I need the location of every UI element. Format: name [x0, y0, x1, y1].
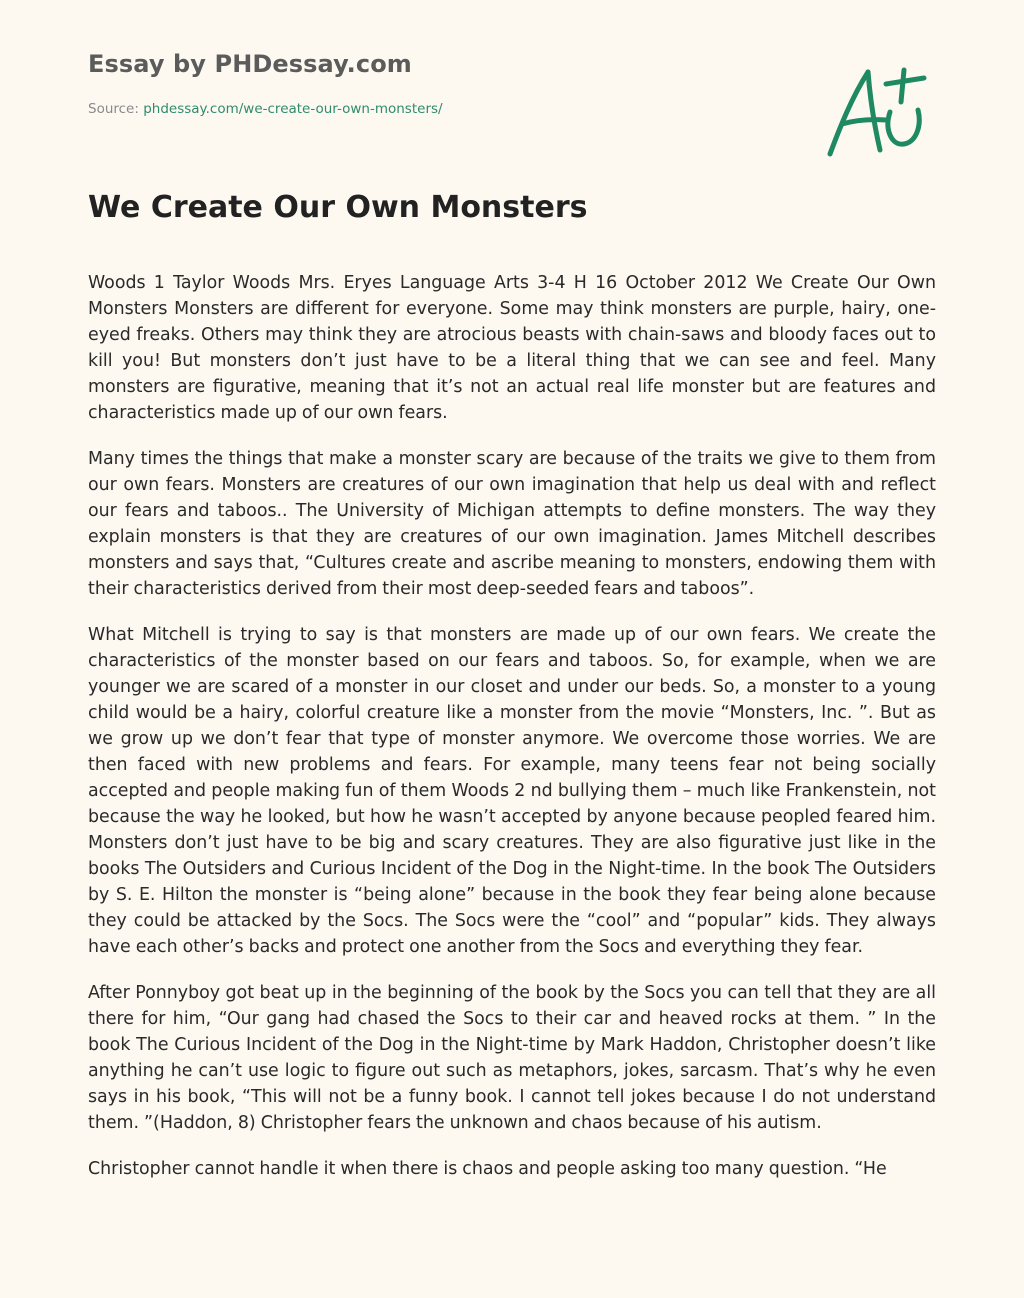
essay-paragraph: Woods 1 Taylor Woods Mrs. Eryes Language Arts 3-4 H 16 October 2012 We Create Our Own Monsters Monsters are different for everyone. Some may think monsters are purple, hairy, one-eyed freaks. Others may think they are atrocious beasts with chain-saws and bloody faces out to kill you! But monsters don’t just have to be a literal thing that we can see and feel. Many monsters are figurative, meaning that it’s not an actual real life monster but are features and characteristics made up of our own fears.: [88, 273, 936, 423]
essay-paragraph: Christopher cannot handle it when there is chaos and people asking too many question. “He: [88, 1159, 887, 1179]
essay-paragraph: After Ponnyboy got beat up in the beginning of the book by the Socs you can tell that they are all there for him, “Our gang had chased the Socs to their car and heaved rocks at them. ” In the book The Curious Incident of the Dog in the Night-time by Mark Haddon, Christopher doesn’t like anything he can’t use logic to figure out such as metaphors, jokes, sarcasm. That’s why he even says in his book, “This will not be a funny book. I cannot tell jokes because I do not understand them. ”(Haddon, 8) Christopher fears the unknown and chaos because of his autism.: [88, 983, 936, 1133]
essay-title: We Create Our Own Monsters: [88, 190, 588, 225]
essay-body: [88, 270, 936, 1202]
a-plus-logo-icon: [820, 62, 930, 162]
essay-paragraph: What Mitchell is trying to say is that monsters are made up of our own fears. We create the characteristics of the monster based on our fears and taboos. So, for example, when we are younger we are scared of a monster in our closet and under our beds. So, a monster to a young child would be a hairy, colorful creature like a monster from the movie “Monsters, Inc. ”. But as we grow up we don’t fear that type of monster anymore. We overcome those worries. We are then faced with new problems and fears. For example, many teens fear not being socially accepted and people making fun of them Woods 2 nd bullying them – much like Frankenstein, not because the way he looked, but how he wasn’t accepted by anyone because peopled feared him. Monsters don’t just have to be big and scary creatures. They are also figurative just like in the books The Outsiders and Curious Incident of the Dog in the Night-time. In the book The Outsiders by S. E. Hilton the monster is “being alone” because in the book they fear being alone because they could be attacked by the Socs. The Socs were the “cool” and “popular” kids. They always have each other’s backs and protect one another from the Socs and everything they fear.: [88, 625, 936, 957]
essay-paragraph: Many times the things that make a monster scary are because of the traits we give to them from our own fears. Monsters are creatures of our own imagination that help us deal with and reflect our fears and taboos.. The University of Michigan attempts to define monsters. The way they explain monsters is that they are creatures of our own imagination. James Mitchell describes monsters and says that, “Cultures create and ascribe meaning to monsters, endowing them with their characteristics derived from their most deep-seeded fears and taboos”.: [88, 449, 936, 599]
source-link[interactable]: phdessay.com/we-create-our-own-monsters/: [143, 101, 443, 117]
site-brand: Essay by PHDessay.com: [88, 50, 412, 78]
source-label: Source:: [88, 101, 139, 117]
source-line: [88, 101, 443, 117]
